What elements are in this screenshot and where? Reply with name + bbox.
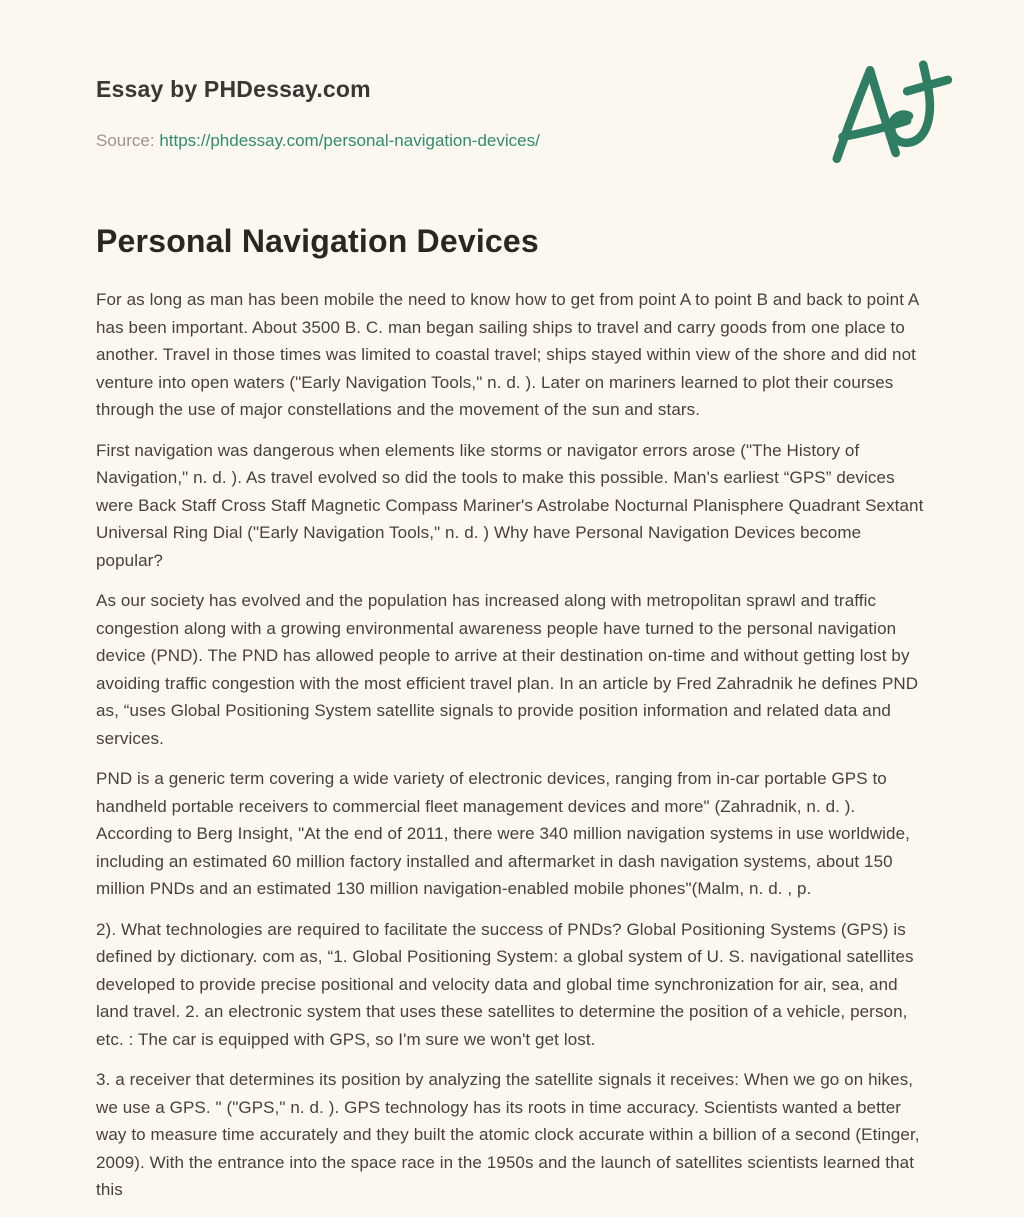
source-link[interactable]: https://phdessay.com/personal-navigation-devices/ — [159, 131, 540, 150]
source-line — [96, 131, 928, 151]
page-title: Personal Navigation Devices — [96, 223, 539, 259]
essay-paragraph: 2). What technologies are required to facilitate the success of PNDs? Global Positioning Systems (GPS) is defined by dictionary. com as, “1. Global Positioning System: a global system of U. S. navigational satellites developed to provide precise positional and velocity data and global time synchronization for air, sea, and land travel. 2. an electronic system that uses these satellites to determine the position of a vehicle, person, etc. : The car is equipped with GPS, so I'm sure we won't get lost. — [96, 919, 914, 1049]
essay-paragraph: First navigation was dangerous when elements like storms or navigator errors arose ("The History of Navigation," n. d. ). As travel evolved so did the tools to make this possible. Man's earliest “GPS” devices were Back Staff Cross Staff Magnetic Compass Mariner's Astrolabe Nocturnal Planisphere Quadrant Sextant Universal Ring Dial ("Early Navigation Tools," n. d. ) Why have Personal Navigation Devices become popular? — [96, 440, 924, 570]
essay-paragraph: As our society has evolved and the population has increased along with metropolitan sprawl and traffic congestion along with a growing environmental awareness people have turned to the personal navigation device (PND). The PND has allowed people to arrive at their destination on-time and without getting lost by avoiding traffic congestion with the most efficient travel plan. In an article by Fred Zahradnik he defines PND as, “uses Global Positioning System satellite signals to provide position information and related data and services. — [96, 591, 919, 748]
essay-paragraph: PND is a generic term covering a wide variety of electronic devices, ranging from in-car portable GPS to handheld portable receivers to commercial fleet management devices and more" (Zahradnik, n. d. ). According to Berg Insight, "At the end of 2011, there were 340 million navigation systems in use worldwide, including an estimated 60 million factory installed and aftermarket in dash navigation systems, about 150 million PNDs and an estimated 130 million navigation-enabled mobile phones"(Malm, n. d. , p. — [96, 769, 910, 898]
essay-paragraph: For as long as man has been mobile the need to know how to get from point A to point B and back to point A has been important. About 3500 B. C. man began sailing ships to travel and carry goods from one place to another. Travel in those times was limited to coastal travel; ships stayed within view of the shore and did not venture into open waters ("Early Navigation Tools," n. d. ). Later on mariners learned to plot their courses through the use of major constellations and the movement of the sun and stars. — [96, 290, 919, 419]
essay-byline: Essay by PHDessay.com — [96, 76, 371, 102]
essay-paragraph: 3. a receiver that determines its position by analyzing the satellite signals it receives: When we go on hikes, we use a GPS. " ("GPS," n. d. ). GPS technology has its roots in time accuracy. Scientists wanted a better way to measure time accurately and they built the atomic clock accurate within a billion of a second (Etinger, 2009). With the entrance into the space race in the 1950s and the launch of satellites scientists learned that this — [96, 1070, 920, 1199]
essay-body — [96, 286, 928, 1204]
source-label: Source: — [96, 131, 155, 150]
